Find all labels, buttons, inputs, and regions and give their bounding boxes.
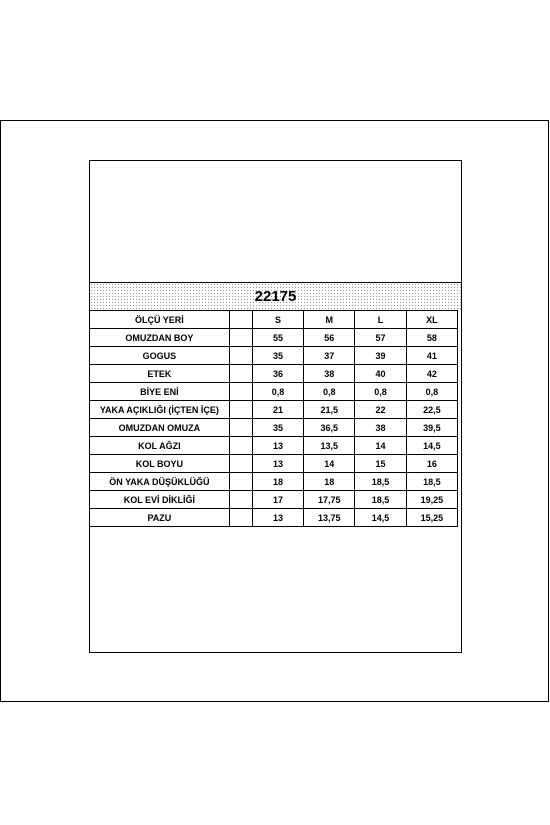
table-row	[90, 437, 458, 455]
row-value: 16	[406, 455, 457, 473]
row-label: ETEK	[90, 365, 230, 383]
row-value: 37	[304, 347, 355, 365]
row-value: 15	[355, 455, 406, 473]
row-value: 18	[252, 473, 303, 491]
row-value: 35	[252, 347, 303, 365]
row-value: 0,8	[355, 383, 406, 401]
row-value: 36	[252, 365, 303, 383]
row-value: 14,5	[355, 509, 406, 527]
row-value: 41	[406, 347, 457, 365]
row-label: OMUZDAN BOY	[90, 329, 230, 347]
row-gap	[229, 491, 252, 509]
row-gap	[229, 473, 252, 491]
row-value: 18,5	[355, 491, 406, 509]
row-value: 35	[252, 419, 303, 437]
row-value: 57	[355, 329, 406, 347]
row-value: 19,25	[406, 491, 457, 509]
table-row	[90, 491, 458, 509]
row-value: 22	[355, 401, 406, 419]
row-value: 21	[252, 401, 303, 419]
row-label: YAKA AÇIKLIĞI (İÇTEN İÇE)	[90, 401, 230, 419]
row-gap	[229, 437, 252, 455]
table-row	[90, 455, 458, 473]
header-gap	[229, 311, 252, 329]
row-label: GOGUS	[90, 347, 230, 365]
row-value: 42	[406, 365, 457, 383]
table-header-row	[90, 311, 458, 329]
row-value: 18,5	[355, 473, 406, 491]
row-label: KOL BOYU	[90, 455, 230, 473]
row-value: 13,75	[304, 509, 355, 527]
row-value: 21,5	[304, 401, 355, 419]
header-size-l: L	[355, 311, 406, 329]
row-value: 18	[304, 473, 355, 491]
row-value: 17,75	[304, 491, 355, 509]
row-gap	[229, 455, 252, 473]
row-label: OMUZDAN OMUZA	[90, 419, 230, 437]
row-value: 39	[355, 347, 406, 365]
row-value: 22,5	[406, 401, 457, 419]
header-size-m: M	[304, 311, 355, 329]
row-label: BİYE ENİ	[90, 383, 230, 401]
row-value: 39,5	[406, 419, 457, 437]
table-row	[90, 509, 458, 527]
row-label: ÖN YAKA DÜŞÜKLÜĞÜ	[90, 473, 230, 491]
table-row	[90, 401, 458, 419]
row-value: 55	[252, 329, 303, 347]
row-value: 36,5	[304, 419, 355, 437]
row-value: 38	[355, 419, 406, 437]
row-gap	[229, 365, 252, 383]
row-label: KOL EVİ DİKLİĞİ	[90, 491, 230, 509]
row-value: 14	[304, 455, 355, 473]
row-value: 40	[355, 365, 406, 383]
row-value: 56	[304, 329, 355, 347]
row-value: 14	[355, 437, 406, 455]
size-table	[89, 310, 458, 527]
table-row	[90, 329, 458, 347]
row-label: PAZU	[90, 509, 230, 527]
row-gap	[229, 329, 252, 347]
header-label: ÖLÇÜ YERİ	[90, 311, 230, 329]
row-value: 0,8	[304, 383, 355, 401]
row-value: 14,5	[406, 437, 457, 455]
row-gap	[229, 509, 252, 527]
product-code-title: 22175	[89, 282, 462, 310]
row-value: 0,8	[406, 383, 457, 401]
row-gap	[229, 347, 252, 365]
row-value: 15,25	[406, 509, 457, 527]
row-gap	[229, 419, 252, 437]
row-value: 0,8	[252, 383, 303, 401]
row-value: 18,5	[406, 473, 457, 491]
row-value: 13	[252, 455, 303, 473]
table-row	[90, 365, 458, 383]
row-value: 38	[304, 365, 355, 383]
table-row	[90, 473, 458, 491]
row-value: 13,5	[304, 437, 355, 455]
row-value: 13	[252, 437, 303, 455]
row-value: 13	[252, 509, 303, 527]
table-row	[90, 347, 458, 365]
row-value: 17	[252, 491, 303, 509]
row-gap	[229, 383, 252, 401]
row-gap	[229, 401, 252, 419]
header-size-s: S	[252, 311, 303, 329]
row-label: KOL AĞZI	[90, 437, 230, 455]
table-row	[90, 383, 458, 401]
size-chart	[89, 282, 462, 527]
header-size-xl: XL	[406, 311, 457, 329]
table-row	[90, 419, 458, 437]
row-value: 58	[406, 329, 457, 347]
